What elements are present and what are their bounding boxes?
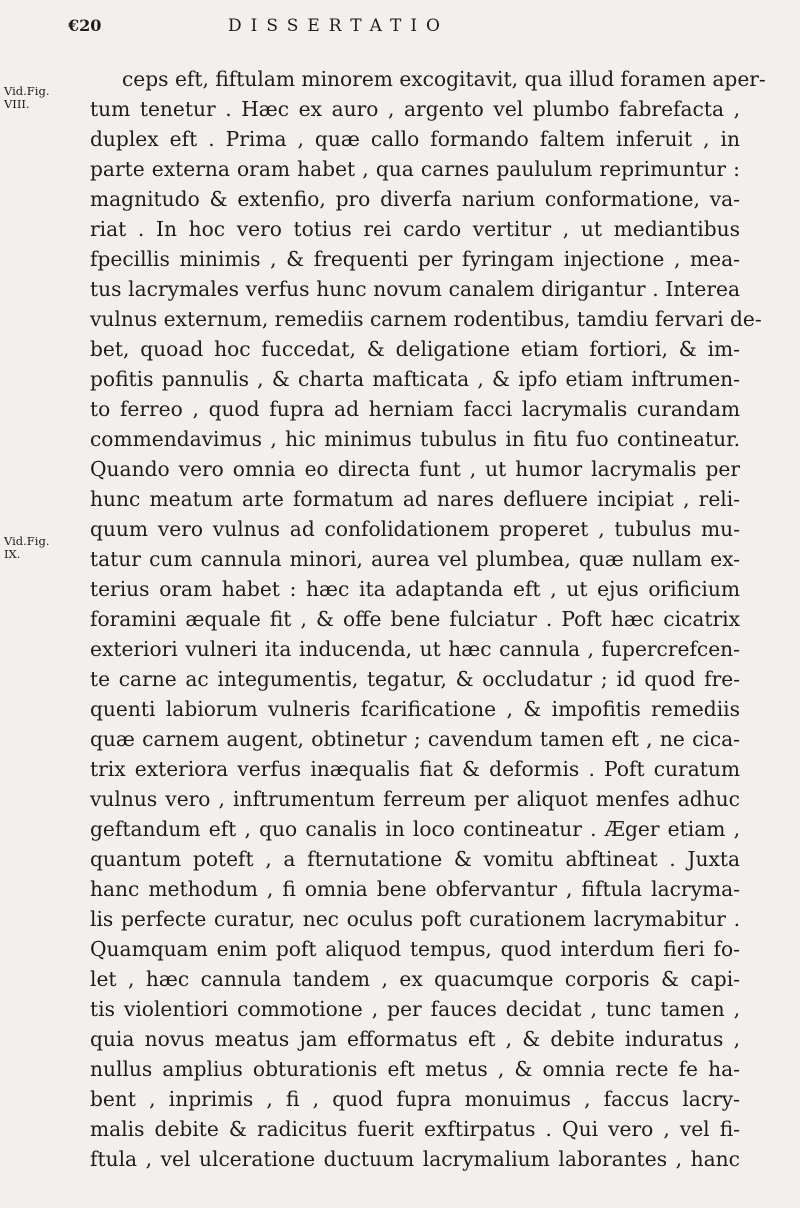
text-line: hanc methodum , fi omnia bene obfervantur , fiftula lacryma- [90,877,740,901]
running-title: DISSERTATIO [228,16,449,36]
text-line: trix exteriora verfus inæqualis fiat & deformis . Poft curatum [90,757,740,781]
text-line: quæ carnem augent, obtinetur ; cavendum tamen eft , ne cica- [90,727,740,751]
text-line: Quamquam enim poft aliquod tempus, quod interdum fieri fo- [90,937,740,961]
text-line: nullus amplius obturationis eft metus , & omnia recte fe ha- [90,1057,740,1081]
text-line: vulnus vero , inftrumentum ferreum per aliquot menfes adhuc [90,787,740,811]
text-line: tum tenetur . Hæc ex auro , argento vel plumbo fabrefacta , [90,97,740,121]
text-line: parte externa oram habet , qua carnes paululum reprimuntur : [90,157,740,181]
margin-note-fig-viii: Vid.Fig. VIII. [4,84,50,111]
text-line: tis violentiori commotione , per fauces decidat , tunc tamen , [90,997,740,1021]
text-line: tatur cum cannula minori, aurea vel plumbea, quæ nullam ex- [90,547,740,571]
text-line: te carne ac integumentis, tegatur, & occludatur ; id quod fre- [90,667,740,691]
text-line: geftandum eft , quo canalis in loco contineatur . Æger etiam , [90,817,740,841]
text-line: ceps eft, fiftulam minorem excogitavit, qua illud foramen aper- [122,67,766,91]
text-line: bent , inprimis , fi , quod fupra monuimus , faccus lacry- [90,1087,740,1111]
text-line: ftula , vel ulceratione ductuum lacrymalium laborantes , hanc [90,1147,740,1171]
text-line: vulnus externum, remediis carnem rodentibus, tamdiu fervari de- [90,307,762,331]
text-line: commendavimus , hic minimus tubulus in fitu fuo contineatur. [90,427,740,451]
text-line: to ferreo , quod fupra ad herniam facci lacrymalis curandam [90,397,740,421]
page-number: €20 [68,16,102,35]
text-line: exteriori vulneri ita inducenda, ut hæc cannula , fupercrefcen- [90,637,740,661]
text-line: duplex eft . Prima , quæ callo formando faltem inferuit , in [90,127,740,151]
text-line: magnitudo & extenfio, pro diverfa narium conformatione, va- [90,187,740,211]
text-line: quia novus meatus jam efformatus eft , & debite induratus , [90,1027,740,1051]
text-line: Quando vero omnia eo directa funt , ut humor lacrymalis per [90,457,740,481]
text-line: quum vero vulnus ad confolidationem properet , tubulus mu- [90,517,740,541]
text-line: let , hæc cannula tandem , ex quacumque corporis & capi- [90,967,740,991]
text-line: hunc meatum arte formatum ad nares defluere incipiat , reli- [90,487,740,511]
margin-note-fig-ix: Vid.Fig. IX. [4,534,50,561]
text-line: riat . In hoc vero totius rei cardo vertitur , ut mediantibus [90,217,740,241]
text-line: bet, quoad hoc fuccedat, & deligatione etiam fortiori, & im- [90,337,740,361]
text-line: tus lacrymales verfus hunc novum canalem dirigantur . Interea [90,277,740,301]
text-line: malis debite & radicitus fuerit exftirpatus . Qui vero , vel fi- [90,1117,740,1141]
text-line: foramini æquale fit , & offe bene fulciatur . Poft hæc cicatrix [90,607,740,631]
text-line: pofitis pannulis , & charta mafticata , & ipfo etiam inftrumen- [90,367,740,391]
text-line: fpecillis minimis , & frequenti per fyringam injectione , mea- [90,247,740,271]
text-line: lis perfecte curatur, nec oculus poft curationem lacrymabitur . [90,907,740,931]
text-line: quenti labiorum vulneris fcarificatione , & impofitis remediis [90,697,740,721]
page-header [68,14,678,42]
text-line: terius oram habet : hæc ita adaptanda eft , ut ejus orificium [90,577,740,601]
text-line: quantum poteft , a fternutatione & vomitu abftineat . Juxta [90,847,740,871]
